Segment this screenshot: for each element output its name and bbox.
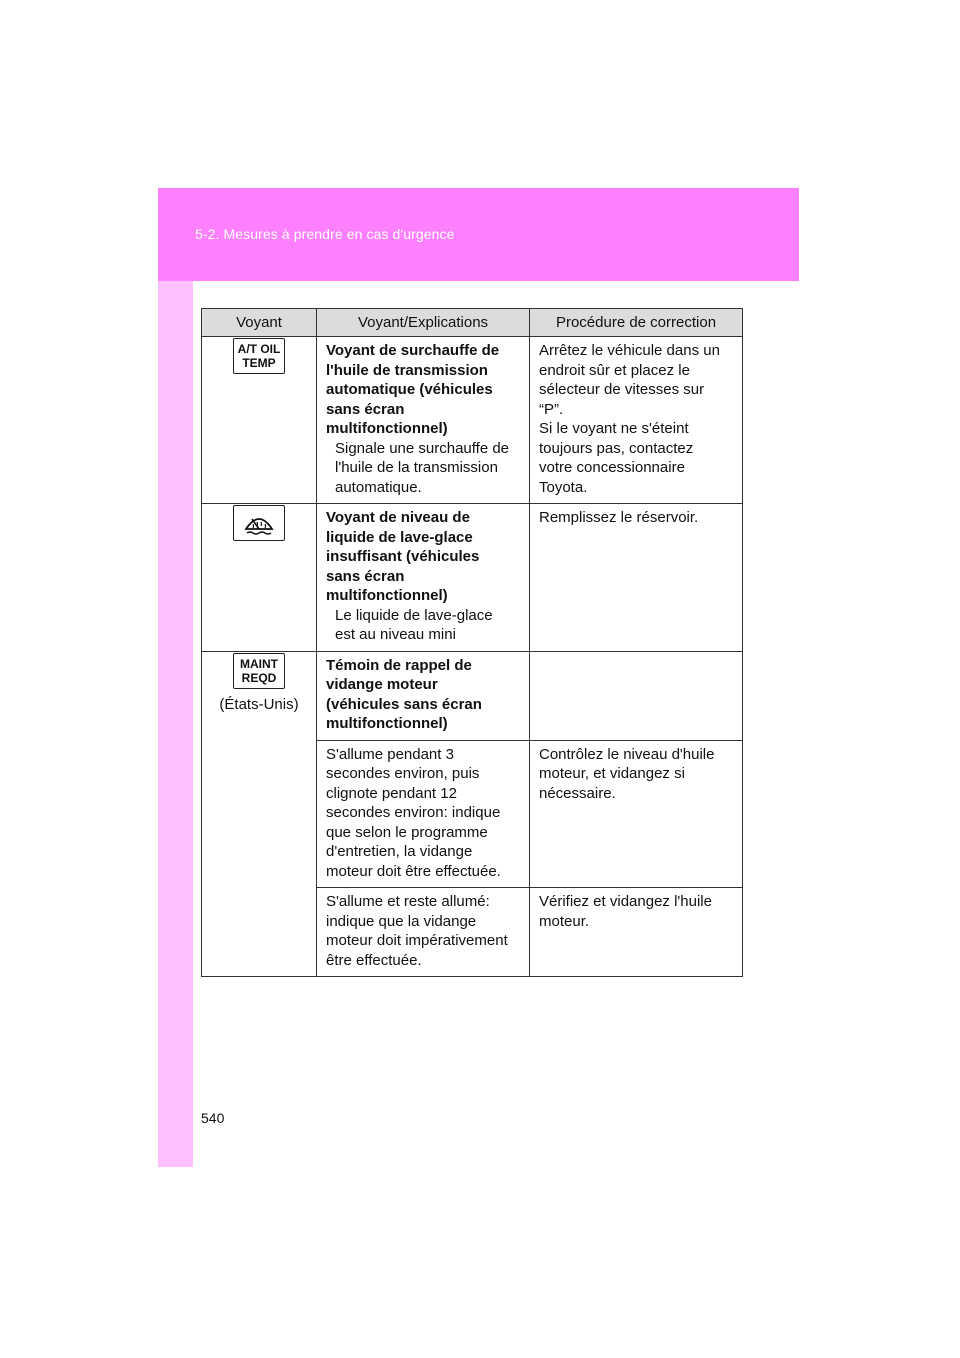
lamp-title: Voyant de niveau de liquide de lave-glace insuffisant (véhicules sans écran multifonctionnel) [326,509,480,604]
page-number: 540 [201,1110,225,1126]
table-header-row [202,309,743,337]
lamp-cell [202,504,317,652]
maint-reqd-warning-icon: MAINT REQD [233,653,285,689]
lamp-cell [202,337,317,504]
correction-cell: Remplissez le réservoir. [530,504,743,652]
windshield-washer-icon-glyph [242,511,276,535]
side-strip [158,281,193,1167]
lamp-cell [202,651,317,977]
correction-cell: Arrêtez le véhicule dans un endroit sûr et placez le sélecteur de vitesses sur “P”. Si le voyant ne s'éteint toujours pas, contactez votre concessionnaire Toyota. [530,337,743,504]
correction-cell: Contrôlez le niveau d'huile moteur, et vidangez si nécessaire. [530,740,743,888]
table-row [202,337,743,504]
lamp-title: Témoin de rappel de vidange moteur (véhicules sans écran multifonctionnel) [326,656,482,732]
explanation-cell [317,337,530,504]
column-header-voyant: Voyant [202,309,317,337]
correction-cell: Vérifiez et vidangez l'huile moteur. [530,888,743,977]
at-oil-temp-warning-icon: A/T OIL TEMP [233,338,285,374]
column-header-correction: Procédure de correction [530,309,743,337]
table-row [202,504,743,652]
correction-cell [530,651,743,740]
section-title: 5-2. Mesures à prendre en cas d'urgence [195,226,455,242]
table-row [202,651,743,740]
country-note: (États-Unis) [219,695,299,713]
explanation-cell: S'allume et reste allumé: indique que la vidange moteur doit impérativement être effectuée. [317,888,530,977]
explanation-cell [317,504,530,652]
warning-lights-table [201,308,743,977]
explanation-cell: S'allume pendant 3 secondes environ, puis clignote pendant 12 secondes environ: indique que selon le programme d'entretien, la vidange moteur doit être effectuée. [317,740,530,888]
column-header-explications: Voyant/Explications [317,309,530,337]
explanation-cell [317,651,530,740]
windshield-washer-icon [233,505,285,541]
lamp-explanation: Signale une surchauffe de l'huile de la transmission automatique. [335,439,510,496]
lamp-title: Voyant de surchauffe de l'huile de transmission automatique (véhicules sans écran multifonctionnel) [326,342,500,437]
lamp-explanation: Le liquide de lave-glace est au niveau mini [335,606,493,643]
